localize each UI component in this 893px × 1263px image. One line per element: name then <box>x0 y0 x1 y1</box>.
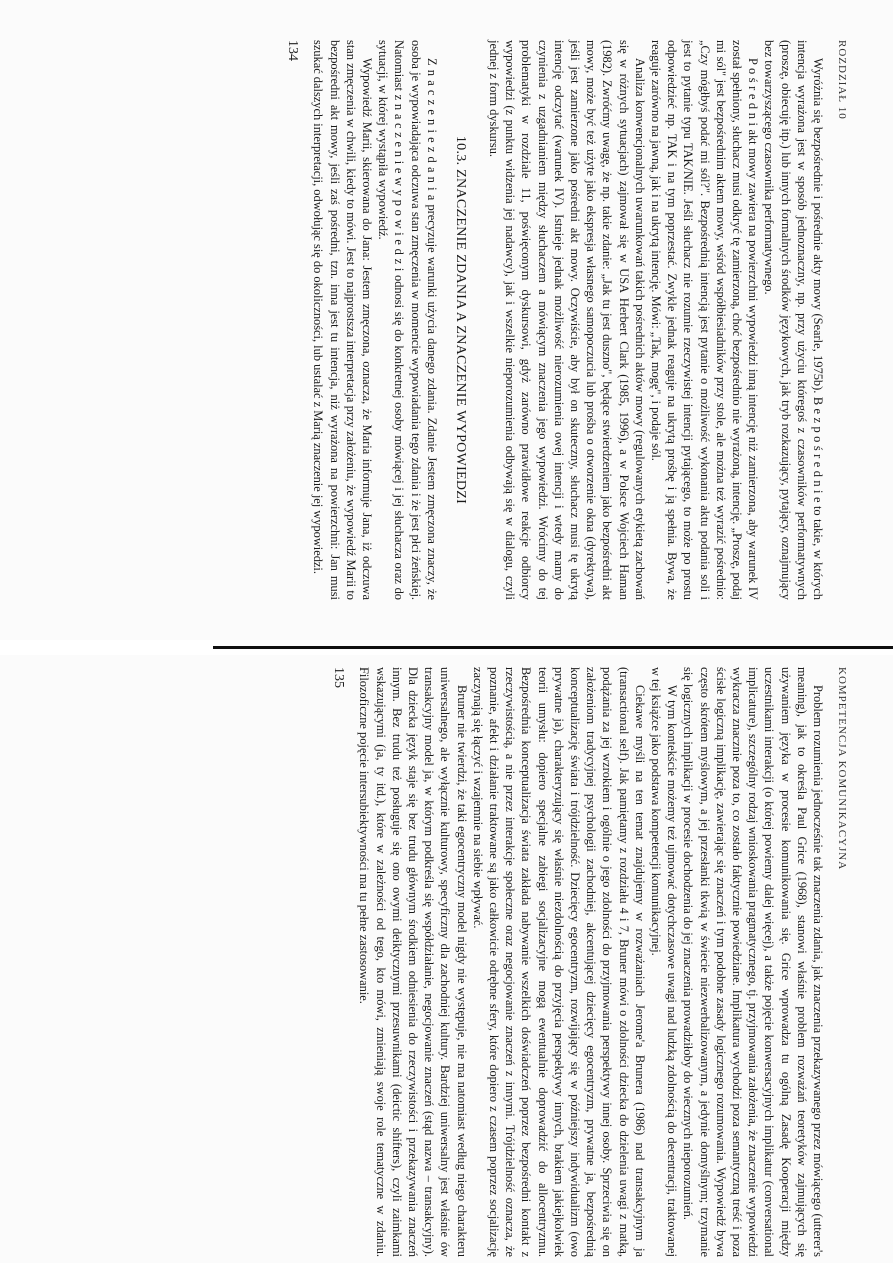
page-number: 135 <box>331 667 347 688</box>
right-page <box>0 655 893 1263</box>
left-page-content <box>48 40 848 600</box>
paragraph: Wypowiedź Marii, skierowana do Jana: Jestem zmęczona, oznacza, że Maria informuje Jana, iż odczuwa stan zmęczenia w chwili, kiedy to mówi. Jest to najprostsza interpretacja przy założeniu, że wypowiedź Marii to bezpośredni akt mowy, jeśli zaś pośredni, tzn. inna jest tu intencja, niż wyrażona na powierzchni: Jan musi szukać dalszych interpretacji, odwołując się do okoliczności, lub ustalać z Marią znaczenie jej wypowiedzi. <box>311 40 374 600</box>
paragraph: Ciekawe myśli na ten temat znajdujemy w rozważaniach Jerome'a Brunera (1986) nad transakcyjnym ja (transactional self). Jak pamiętamy z rozdziału 4 i 7, Bruner mówi o zdolności dziecka do dzielenia uwagi z matką, podążania za jej wzrokiem i ogólnie o jego zdolności do przyjmowania perspektywy innej osoby. Sprzeciwia się on założeniom tradycyjnej psychologii zachodniej, akcentującej dziecięcy egocentryzm, prywatne ja, bezpośrednią konceptualizację świata i trójdzielność. Dziecięcy egocentryzm, rozwijający się w późniejszy indywidualizm (owo prywatne ja), charakteryzujący się właśnie niezdolnością do przyjęcia perspektywy innych, brakiem jakiejkolwiek teorii umysłu: dopiero specjalne zabiegi socjalizacyjne mogą ewentualnie doprowadzić do allocentryzmu. Bezpośrednia konceptualizacja świata zakłada nabywanie wszelkich doświadczeń poprzez bezpośredni kontakt z rzeczywistością, a nie przez interakcje społeczne oraz negocjowanie znaczeń z innymi. Trójdzielność oznacza, że poznanie, afekt i działanie traktowane są jako całkowicie odrębne sfery, które dopiero z czasem poprzez socjalizację zaczynają się łączyć i wzajemnie na siebie wpływać. <box>470 667 647 1257</box>
paragraph: Bruner nie twierdzi, że taki egocentryczny model nigdy nie występuje, nie ma natomiast według niego charakteru uniwersalnego, ale wyłącznie kulturowy, specyficzny dla zachodniej kultury. Bardziej uniwersalny jest właśnie ów transakcyjny model ja, w którym podkreśla się współdziałanie, negocjowanie znaczeń (stąd nazwa – transakcyjny). Dla dziecka język staje się bez trudu głównym środkiem odniesienia do rzeczywistości i przekazywania znaczeń innym. Bez trudu też posługuje się ono owymi deiktycznymi przesuwnikami (deictic shifters), czyli zaimkami wskazującymi (ja, ty itd.), które w zależności od tego, kto mówi, zmieniają swoje role tematyczne w zdaniu. Filozoficzne pojęcie intersubiektywności ma tu pełne zastosowanie. <box>357 667 469 1257</box>
section-heading: 10.3. ZNACZENIE ZDANIA A ZNACZENIE WYPOWIEDZI <box>452 135 468 505</box>
paragraph: Problem rozumienia jednocześnie tak znaczenia zdania, jak znaczenia przekazywanego przez mówiącego (utterer's meaning), jak to określa Paul Grice (1968), stanowi właśnie problem rozważań teoretyków zajmujących się używaniem języka w procesie komunikowania się. Grice wprowadza tu ogólną Zasadę Kooperacji między uczestnikami interakcji (o której powiemy dalej więcej), a także pojęcie konwersacyjnych implikatur (conversational implicature), szczególny rodzaj wnioskowania pragmatycznego, tj. przyjmowania założenia, że znaczenie wypowiedzi wykracza znacznie poza to, co zostało faktycznie powiedziane. Implikatura wychodzi poza semantyczną treść i poza ścisłe logiczną implikację, zawierając się znaczeń i tym podobne zasady logicznego rozumowania. Wypowiedź bywa często skrótem myślowym, a jej przesłanki tkwią w świecie niezwerbalizowanym, a jedynie domyślnym; trzymanie się logicznych implikacji w procesie dochodzenia do jej znaczenia prowadziłoby do wiecznych nieporozumień. <box>681 667 825 1257</box>
paragraph: W tym kontekście możemy też ujmować dotychczasowe uwagi nad ludzką zdolnością do decentracji, traktowanej w tej książce jako podstawa kompetencji komunikacyjnej. <box>648 667 680 1257</box>
page-divider <box>213 646 893 649</box>
page-footer <box>330 667 346 1257</box>
page-number: 134 <box>285 40 301 61</box>
running-head: KOMPETENCJA KOMUNIKACYJNA <box>836 667 848 871</box>
paragraph: Z n a c z e n i e z d a n i a precyzuje warunki użycia danego zdania. Zdanie Jestem zmęczona znaczy, że osoba je wypowiadająca odczuwa stan zmęczenia w momencie wypowiadania tego zdania i że jest płci żeńskiej. Natomiast z n a c z e n i e w y p o w i e d z i odnosi się do konkretnej osoby mówiącej i jej słuchacza oraz do sytuacji, w której wystąpiła wypowiedź. <box>376 40 439 600</box>
paragraph: P o ś r e d n i akt mowy zawiera na powierzchni wypowiedzi inną intencję niż zamierzona, aby warunek IV został spełniony, słuchacz musi odkryć tę zamierzoną, choć bezpośrednio nie wyrażoną, intencję. „Proszę, podaj mi sól" jest bezpośrednim aktem mowy, wśród współbiesiadników przy stole, ale można też wyrazić pośrednio: „Czy mógłbyś podać mi sól?". Bezpośrednią intencją jest pytanie o możliwość wykonania aktu podania soli i jest to pytanie typu TAK/NIE. Jeśli słuchacz nie rozumie rzeczywistej intencji pytającego, to może po prostu odpowiedzieć np. TAK i na tym poprzestać. Zwykle jednak reaguje na ukrytą prośbę i ją spełnia. Bywa, że reaguje zarówno na jawną, jak i na ukrytą intencję. Mówi: „Tak, mogę", i podaje sól. <box>648 40 761 600</box>
page-footer <box>284 40 300 600</box>
right-page-content <box>48 667 848 1257</box>
running-head: ROZDZIAŁ 10 <box>836 40 848 120</box>
paragraph: Analiza konwencjonalnych uwarunkowań takich pośrednich aktów mowy (regulowanych etykietą zachowań się w różnych sytuacjach) zajmował się w USA Herbert Clark (1985, 1996), a w Polsce Wojciech Haman (1982). Zwróćmy uwagę, że np. takie zdanie: „Jak tu jest duszno", będące stwierdzeniem jako bezpośredni akt mowy, może być też użyte jako ekspresja własnego samopoczucia lub prośba o otworzenie okna (dyrektywa), jeśli jest zamierzone jako pośredni akt mowy. Oczywiście, aby był on skuteczny, słuchacz musi tę ukrytą intencję odczytać (warunek IV). Istnieje jednak możliwość nierozumienia owej intencji i wtedy mamy do czynienia z uzgadnianiem między słuchaczem a mówiącym znaczenia jego wypowiedzi. Wrócimy do tej problematyki w rozdziale 11, poświęconym dyskursowi, gdyż zarówno prawidłowe reakcje odbiorcy wypowiedzi (z punktu widzenia jej nadawcy), jak i wszelkie nieporozumienia odbywają się w dialogu, czyli jednej z form dyskursu. <box>486 40 647 600</box>
paragraph: Wyróżnia się bezpośrednie i pośrednie akty mowy (Searle, 1975b). B e z p o ś r e d n i e to takie, w których intencja wyrażona jest w sposób jednoznaczny, np. przy użyciu któregoś z czasowników performatywnych (proszę, obiecuję itp.) lub innych formalnych środków językowych, jak tryb rozkazujący, pytający, oznajmujący bez towarzyszącego czasownika performatywnego. <box>762 40 825 600</box>
